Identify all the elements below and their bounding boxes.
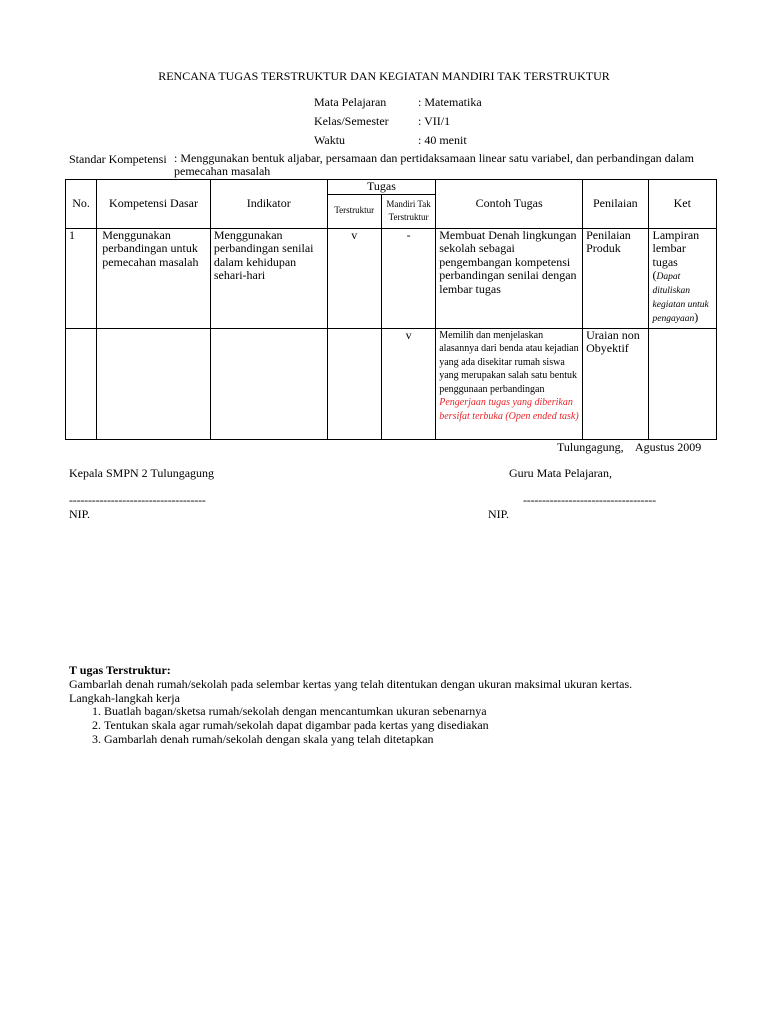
principal-nip: NIP. bbox=[69, 507, 91, 521]
cell-ket bbox=[648, 328, 716, 439]
tugas-terstruktur-description: Gambarlah denah rumah/sekolah pada selembar kertas yang telah ditentukan dengan ukuran maksimal ukuran kertas. bbox=[69, 677, 633, 691]
table-row bbox=[66, 228, 717, 328]
meta-value: : 40 menit bbox=[418, 133, 467, 147]
meta-value: : Matematika bbox=[418, 95, 482, 109]
ket-main: Lampiran lembar tugas bbox=[652, 227, 700, 269]
header-tugas: Tugas bbox=[327, 180, 436, 195]
plan-table bbox=[65, 179, 717, 440]
cell-terstruktur: v bbox=[327, 228, 381, 328]
contoh-text: Memilih dan menjelaskan alasannya dari benda atau kejadian yang ada disekitar rumah siswa yang merupakan salah satu bentuk penggunaan perbandingan bbox=[439, 329, 579, 395]
steps-list bbox=[69, 704, 489, 746]
cell-kompetensi-dasar bbox=[97, 328, 211, 439]
ket-note: Dapat dituliskan kegiatan untuk pengayaan bbox=[652, 272, 709, 324]
table-row bbox=[66, 328, 717, 439]
header-terstruktur: Terstruktur bbox=[327, 194, 381, 228]
header-penilaian: Penilaian bbox=[583, 180, 648, 229]
meta-label: Waktu bbox=[314, 133, 346, 147]
cell-indikator bbox=[210, 328, 327, 439]
cell-no bbox=[66, 328, 97, 439]
principal-title: Kepala SMPN 2 Tulungagung bbox=[69, 466, 215, 480]
place-date: Tulungagung, Agustus 2009 bbox=[557, 440, 702, 454]
header-kompetensi-dasar: Kompetensi Dasar bbox=[97, 180, 211, 229]
cell-contoh-tugas bbox=[436, 328, 583, 439]
list-item: 3. Gambarlah denah rumah/sekolah dengan skala yang telah ditetapkan bbox=[104, 732, 489, 746]
header-contoh-tugas: Contoh Tugas bbox=[436, 180, 583, 229]
cell-ket: Lampiran lembar tugas (Dapat dituliskan kegiatan untuk pengayaan) bbox=[648, 228, 716, 328]
cell-mandiri: v bbox=[381, 328, 435, 439]
list-item: 1. Buatlah bagan/sketsa rumah/sekolah dengan mencantumkan ukuran sebenarnya bbox=[104, 704, 489, 718]
cell-penilaian: Uraian non Obyektif bbox=[583, 328, 648, 439]
meta-label: Kelas/Semester bbox=[314, 114, 389, 128]
meta-label: Mata Pelajaran bbox=[314, 95, 387, 109]
meta-value: : VII/1 bbox=[418, 114, 451, 128]
cell-indikator: Menggunakan perbandingan senilai dalam kehidupan sehari-hari bbox=[210, 228, 327, 328]
teacher-signature-line: ----------------------------------- bbox=[523, 493, 656, 507]
document-title: RENCANA TUGAS TERSTRUKTUR DAN KEGIATAN MANDIRI TAK TERSTRUKTUR bbox=[158, 69, 610, 83]
header-no: No. bbox=[66, 180, 97, 229]
list-item: 2. Tentukan skala agar rumah/sekolah dapat digambar pada kertas yang disediakan bbox=[104, 718, 489, 732]
teacher-nip: NIP. bbox=[488, 507, 510, 521]
cell-penilaian: Penilaian Produk bbox=[583, 228, 648, 328]
header-ket: Ket bbox=[648, 180, 716, 229]
header-mandiri-tak-terstruktur: Mandiri Tak Terstruktur bbox=[381, 194, 435, 228]
teacher-title: Guru Mata Pelajaran, bbox=[509, 466, 612, 480]
cell-kompetensi-dasar: Menggunakan perbandingan untuk pemecahan masalah bbox=[97, 228, 211, 328]
cell-terstruktur bbox=[327, 328, 381, 439]
contoh-note: Pengerjaan tugas yang diberikan bersifat terbuka (Open ended task) bbox=[439, 397, 579, 422]
principal-signature-line: ------------------------------------ bbox=[69, 493, 206, 507]
steps-label: Langkah-langkah kerja bbox=[69, 691, 180, 705]
header-indikator: Indikator bbox=[210, 180, 327, 229]
cell-no: 1 bbox=[66, 228, 97, 328]
cell-contoh-tugas: Membuat Denah lingkungan sekolah sebagai pengembangan kompetensi perbandingan senilai dengan lembar tugas bbox=[436, 228, 583, 328]
standar-kompetensi-label: Standar Kompetensi bbox=[69, 152, 167, 166]
cell-mandiri: - bbox=[381, 228, 435, 328]
tugas-terstruktur-heading: T ugas Terstruktur: bbox=[69, 663, 171, 677]
standar-kompetensi-value: : Menggunakan bentuk aljabar, persamaan dan pertidaksamaan linear satu variabel, dan perbandingan dalam pemecahan masalah bbox=[174, 151, 694, 178]
